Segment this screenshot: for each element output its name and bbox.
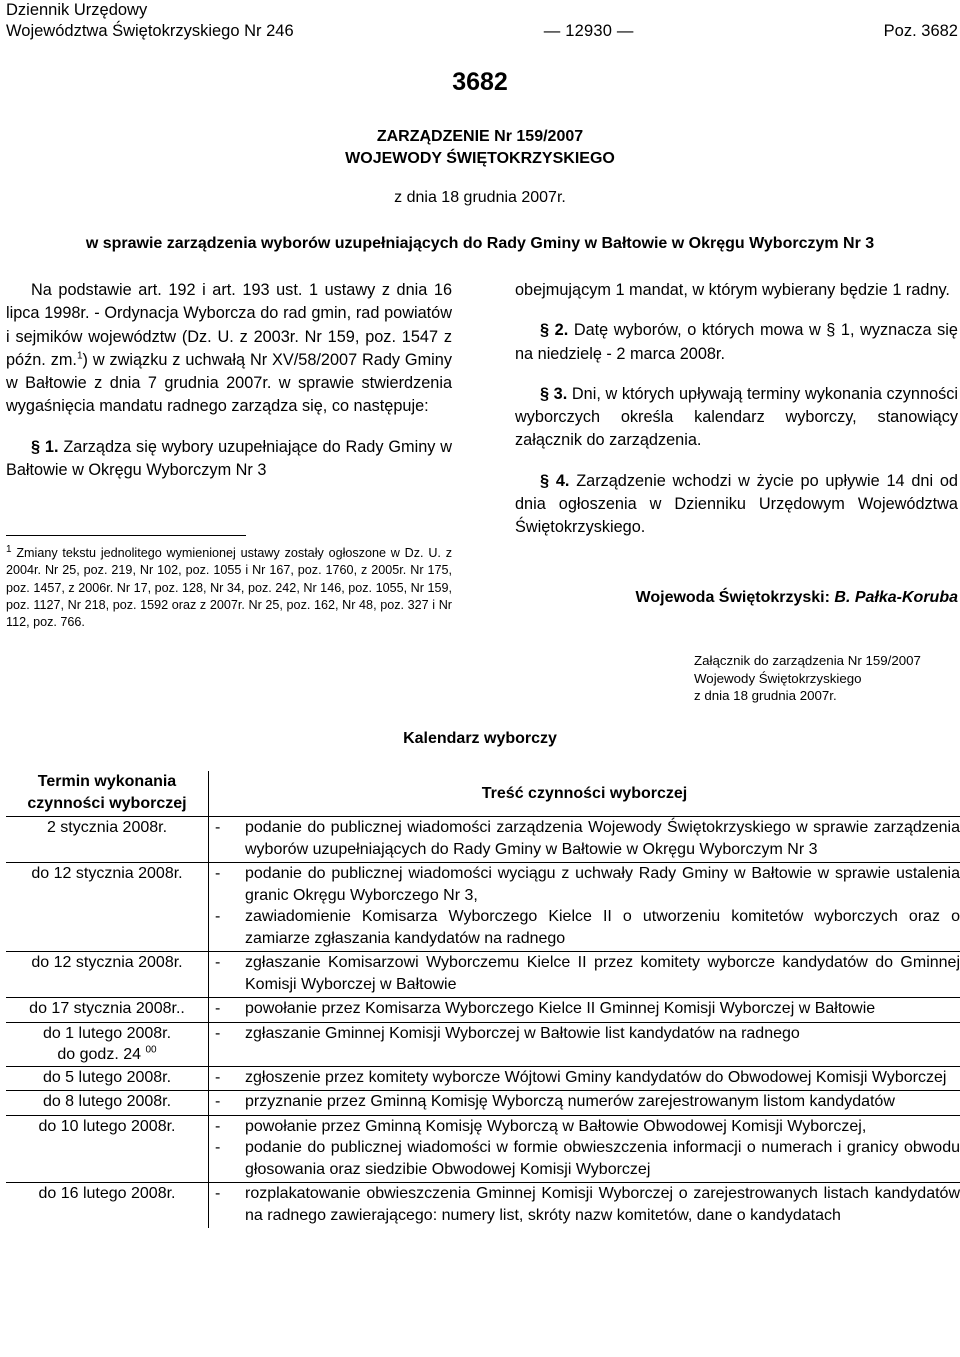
row-date — [6, 1022, 209, 1066]
position-number: Poz. 3682 — [883, 22, 958, 40]
row-date — [6, 1066, 209, 1091]
row-activity — [209, 952, 960, 998]
footnote — [6, 545, 452, 631]
signature-name: B. Pałka-Koruba — [834, 589, 958, 606]
signature-role: Wojewoda Świętokrzyski: — [635, 589, 830, 606]
list-item: - zgłoszenie przez komitety wyborcze Wójtowi Gminy kandydatów do Obwodowej Komisji Wyborczej — [215, 1068, 947, 1086]
section-2-label: § 2. — [540, 321, 569, 340]
annex-note — [694, 652, 958, 705]
row-time-text: do godz. 24 $^{00}$ — [57, 1044, 157, 1063]
journal-region: Województwa Świętokrzyskiego Nr 246 — [6, 22, 294, 40]
row-date — [6, 1091, 209, 1116]
row-date-text: do 1 lutego 2008r. — [42, 1024, 172, 1042]
row-activity — [209, 1091, 960, 1116]
list-item: - rozplakatowanie obwieszczenia Gminnej Komisji Wyborczej o zarejestrowanych listach kandydatów na radnego zawierającego: numery list, skróty nazw komitetów, dane o kandydatach — [215, 1185, 960, 1224]
calendar-table — [6, 771, 960, 1228]
table-row — [6, 952, 960, 998]
row-date-text: do 12 stycznia 2008r. — [31, 865, 183, 882]
table-row — [6, 998, 960, 1023]
section-4-text: Zarządzenie wchodzi w życie po upływie 14 dni od dnia ogłoszenia w Dzienniku Urzędowym Województwa Świętokrzyskiego. — [515, 471, 958, 537]
left-column — [6, 279, 452, 482]
section-1 — [6, 436, 452, 483]
table-row — [6, 1183, 960, 1229]
row-date — [6, 1115, 209, 1183]
row-date-text: do 5 lutego 2008r. — [42, 1068, 172, 1086]
intro-text-b: ) w związku z uchwałą Nr XV/58/2007 Rady Gminy w Bałtowie z dnia 7 grudnia 2007r. w sprawie stwierdzenia wygaśnięcia mandatu radnego zarządza się, co następuje: — [6, 350, 452, 416]
row-date — [6, 952, 209, 998]
list-item: - przyznanie przez Gminną Komisję Wyborczą numerów zarejestrowanym listom kandydatów — [215, 1093, 895, 1110]
table-row — [6, 863, 960, 952]
document-subject: w sprawie zarządzenia wyborów uzupełniających do Rady Gminy w Bałtowie w Okręgu Wyborczym Nr 3 — [85, 235, 875, 252]
footnote-divider — [6, 535, 246, 536]
signature — [515, 589, 958, 607]
section-2-text: Datę wyborów, o których mowa w § 1, wyznacza się na niedzielę - 2 marca 2008r. — [515, 321, 958, 363]
row-activity — [209, 1066, 960, 1091]
list-item: - powołanie przez Gminną Komisję Wyborczą w Bałtowie Obwodowej Komisji Wyborczej, — [215, 1117, 867, 1135]
table-row — [6, 1091, 960, 1116]
document-date: z dnia 18 grudnia 2007r. — [394, 189, 566, 206]
column-header-activity: Treść czynności wyborczej — [209, 771, 960, 817]
section-3-label: § 3. — [540, 384, 568, 403]
list-item: - zgłaszanie Komisarzowi Wyborczemu Kielce II przez komitety wyborcze kandydatów do Gminnej Komisji Wyborczej w Bałtowie — [215, 954, 960, 993]
page-number: — 12930 — — [543, 22, 634, 40]
table-row — [6, 817, 960, 863]
title-line-2: WOJEWODY ŚWIĘTOKRZYSKIEGO — [345, 150, 615, 167]
table-row — [6, 1115, 960, 1183]
section-1-continued: obejmującym 1 mandat, w którym wybierany będzie 1 radny. — [515, 281, 950, 299]
document-number: 3682 — [452, 68, 508, 96]
column-header-date: Termin wykonania czynności wyborczej — [6, 771, 209, 817]
list-item: - podanie do publicznej wiadomości w formie obwieszczenia informacji o numerach i granicy obwodu głosowania oraz siedzibie Obwodowej Komisji Wyborczej — [215, 1139, 960, 1178]
right-column — [515, 279, 958, 540]
section-3-text: Dni, w których upływają terminy wykonania czynności wyborczych określa kalendarz wyborczy, stanowiący załącznik do zarządzenia. — [515, 384, 958, 450]
section-1-label: § 1. — [31, 437, 59, 456]
row-date — [6, 998, 209, 1023]
row-date-text: 2 stycznia 2008r. — [46, 819, 168, 836]
intro-paragraph — [6, 279, 452, 419]
calendar-title: Kalendarz wyborczy — [403, 730, 557, 747]
row-activity — [209, 998, 960, 1023]
page-header — [6, 0, 958, 42]
annex-line-1: Załącznik do zarządzenia Nr 159/2007 — [694, 653, 921, 668]
row-date-text: do 16 lutego 2008r. — [38, 1185, 176, 1202]
row-activity — [209, 1183, 960, 1229]
section-4 — [515, 470, 958, 540]
table-row — [6, 1022, 960, 1066]
title-line-1: ZARZĄDZENIE Nr 159/2007 — [376, 128, 584, 145]
row-date — [6, 1183, 209, 1229]
row-activity — [209, 817, 960, 863]
list-item: - zawiadomienie Komisarza Wyborczego Kielce II o utworzeniu komitetów wyborczych oraz o zamiarze zgłaszania kandydatów na radnego — [215, 908, 960, 947]
row-date-text: do 10 lutego 2008r. — [38, 1117, 176, 1135]
table-row — [6, 1066, 960, 1091]
section-2 — [515, 319, 958, 366]
footnote-mark: 1 — [6, 543, 12, 555]
section-4-label: § 4. — [540, 471, 570, 490]
footnote-ref: 1 — [76, 350, 83, 362]
document-title — [0, 126, 960, 170]
row-date-text: do 17 stycznia 2008r.. — [29, 1000, 185, 1017]
list-item: - zgłaszanie Gminnej Komisji Wyborczej w Bałtowie list kandydatów na radnego — [215, 1024, 800, 1042]
row-date — [6, 863, 209, 952]
intro-text-a: Na podstawie art. 192 i art. 193 ust. 1 ustawy z dnia 16 lipca 1998r. - Ordynacja Wyborcza do rad gmin, rad powiatów i sejmików województw (Dz. U. z 2003r. Nr 159, poz. 1547 z późn. zm. — [6, 281, 452, 369]
row-date-text: do 8 lutego 2008r. — [42, 1093, 172, 1110]
journal-name: Dziennik Urzędowy — [6, 1, 148, 19]
row-activity — [209, 1022, 960, 1066]
row-date — [6, 817, 209, 863]
footnote-text: Zmiany tekstu jednolitego wymienionej ustawy zostały ogłoszone w Dz. U. z 2004r. Nr 25, poz. 219, Nr 102, poz. 1055 i Nr 167, poz. 1760, z 2005r. Nr 175, poz. 1457, z 2006r. Nr 17, poz. 128, Nr 34, poz. 242, Nr 146, poz. 1055, Nr 159, poz. 1127, Nr 218, poz. 1592 oraz z 2007r. Nr 25, poz. 162, Nr 48, poz. 327 i Nr 112, poz. 766. — [6, 546, 453, 630]
section-1-text: Zarządza się wybory uzupełniające do Rady Gminy w Bałtowie w Okręgu Wyborczym Nr 3 — [6, 437, 452, 480]
row-date-text: do 12 stycznia 2008r. — [31, 954, 183, 971]
annex-line-3: z dnia 18 grudnia 2007r. — [694, 688, 837, 703]
annex-line-2: Wojewody Świętokrzyskiego — [694, 670, 862, 686]
row-activity — [209, 1115, 960, 1183]
row-activity — [209, 863, 960, 952]
list-item: - podanie do publicznej wiadomości wyciągu z uchwały Rady Gminy w Bałtowie w sprawie ustalenia granic Okręgu Wyborczego Nr 3, — [215, 865, 960, 904]
list-item: - podanie do publicznej wiadomości zarządzenia Wojewody Świętokrzyskiego w sprawie zarządzenia wyborów uzupełniających do Rady Gminy w Bałtowie w Okręgu Wyborczym Nr 3 — [215, 819, 960, 858]
list-item: - powołanie przez Komisarza Wyborczego Kielce II Gminnej Komisji Wyborczej w Bałtowie — [215, 1000, 876, 1017]
section-3 — [515, 383, 958, 453]
